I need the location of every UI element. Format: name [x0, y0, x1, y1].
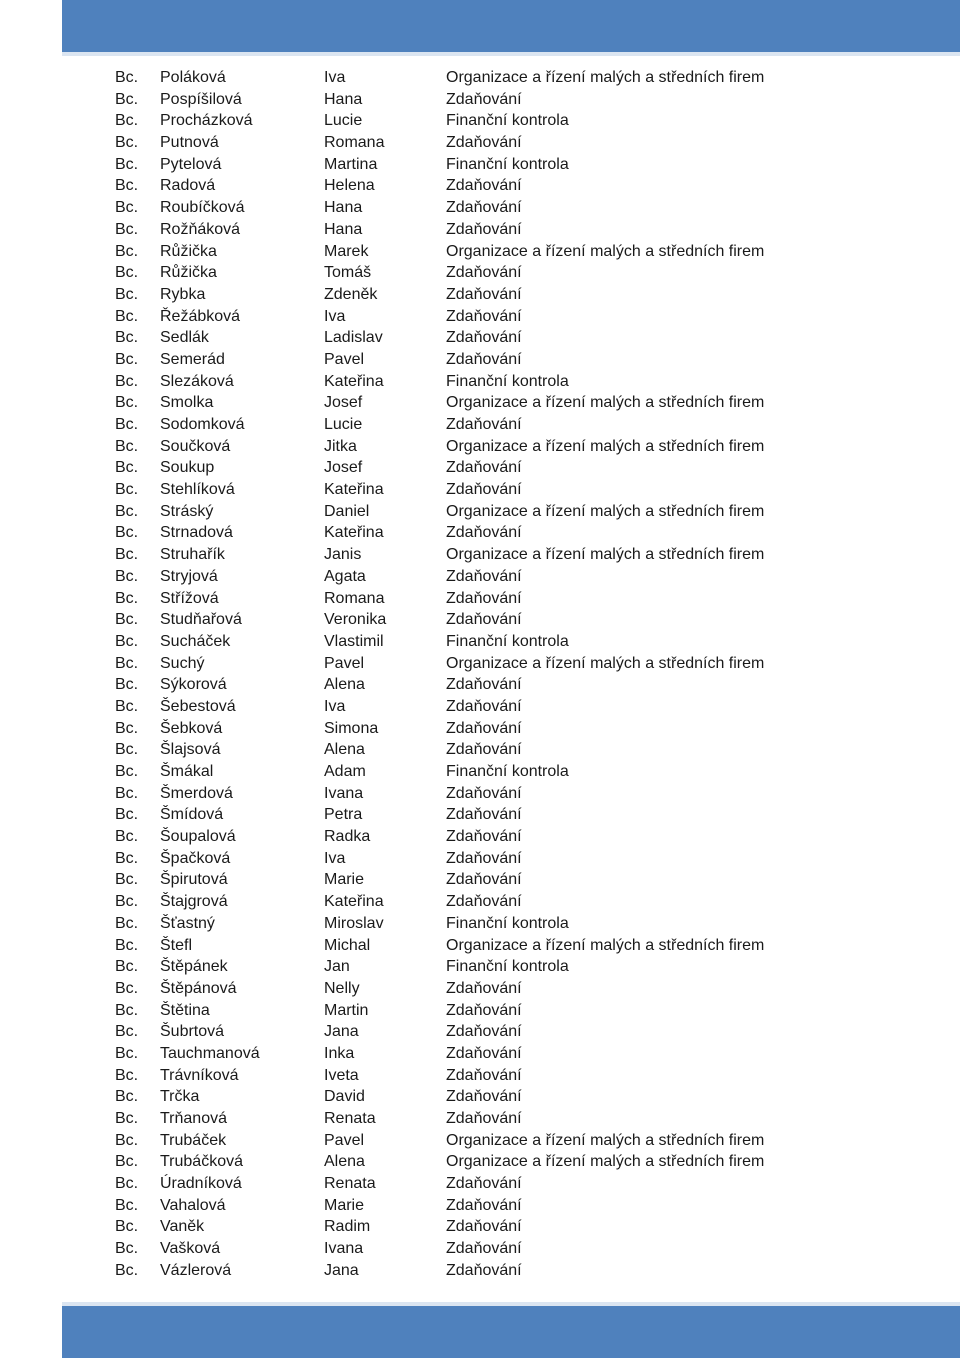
degree-title: Bc. [115, 524, 139, 542]
surname: Rožňáková [160, 220, 241, 238]
list-item [0, 826, 960, 848]
degree-title: Bc. [115, 1218, 139, 1236]
study-field: Zdaňování [446, 199, 522, 217]
surname: Šlajsová [160, 741, 221, 759]
list-item [0, 132, 960, 154]
surname: Semerád [160, 350, 225, 368]
header-band [62, 0, 960, 52]
list-item [0, 1173, 960, 1195]
degree-title: Bc. [115, 372, 139, 390]
given-name: Marie [324, 1196, 365, 1214]
surname: Soukup [160, 459, 215, 477]
study-field: Zdaňování [446, 1001, 522, 1019]
study-field: Zdaňování [446, 828, 522, 846]
list-item [0, 414, 960, 436]
surname: Růžička [160, 242, 217, 260]
degree-title: Bc. [115, 632, 139, 650]
study-field: Organizace a řízení malých a středních firem [446, 1153, 765, 1171]
list-item [0, 89, 960, 111]
surname: Špirutová [160, 871, 228, 889]
study-field: Zdaňování [446, 481, 522, 499]
list-item [0, 371, 960, 393]
list-item [0, 609, 960, 631]
graduate-list [0, 67, 960, 1282]
surname: Stryjová [160, 567, 218, 585]
list-item [0, 804, 960, 826]
list-item [0, 696, 960, 718]
degree-title: Bc. [115, 1023, 139, 1041]
given-name: David [324, 1088, 365, 1106]
surname: Trubáčková [160, 1153, 243, 1171]
degree-title: Bc. [115, 329, 139, 347]
given-name: Pavel [324, 350, 365, 368]
surname: Roubíčková [160, 199, 245, 217]
surname: Procházková [160, 112, 253, 130]
study-field: Zdaňování [446, 416, 522, 433]
degree-title: Bc. [115, 697, 139, 715]
list-item [0, 349, 960, 371]
surname: Střížová [160, 589, 219, 607]
given-name: Inka [324, 1044, 355, 1062]
degree-title: Bc. [115, 741, 139, 759]
given-name: Pavel [324, 1131, 365, 1149]
surname: Stehlíková [160, 481, 235, 499]
list-item [0, 306, 960, 328]
given-name: Ivana [324, 1240, 364, 1258]
degree-title: Bc. [115, 567, 139, 585]
given-name: Ladislav [324, 329, 383, 347]
degree-title: Bc. [115, 676, 139, 694]
given-name: Renata [324, 1175, 376, 1193]
degree-title: Bc. [115, 242, 139, 260]
surname: Šmerdová [160, 784, 233, 802]
study-field: Zdaňování [446, 611, 522, 629]
degree-title: Bc. [115, 914, 139, 932]
list-item [0, 869, 960, 891]
study-field: Zdaňování [446, 329, 522, 347]
list-item [0, 956, 960, 978]
degree-title: Bc. [115, 1066, 139, 1084]
list-item [0, 154, 960, 176]
study-field: Zdaňování [446, 979, 522, 997]
study-field: Zdaňování [446, 264, 522, 282]
degree-title: Bc. [115, 806, 139, 824]
degree-title: Bc. [115, 69, 139, 86]
list-item [0, 392, 960, 414]
study-field: Finanční kontrola [446, 155, 569, 173]
study-field: Zdaňování [446, 524, 522, 542]
given-name: Helena [324, 177, 375, 195]
study-field: Zdaňování [446, 177, 522, 195]
surname: Trávníková [160, 1066, 239, 1084]
surname: Studňařová [160, 611, 242, 629]
list-item [0, 1260, 960, 1282]
surname: Sýkorová [160, 676, 227, 694]
degree-title: Bc. [115, 155, 139, 173]
study-field: Organizace a řízení malých a středních firem [446, 654, 765, 672]
degree-title: Bc. [115, 611, 139, 629]
study-field: Zdaňování [446, 1175, 522, 1193]
surname: Tauchmanová [160, 1044, 260, 1062]
surname: Trčka [160, 1088, 200, 1106]
surname: Pospíšilová [160, 90, 242, 108]
list-item [0, 783, 960, 805]
degree-title: Bc. [115, 264, 139, 282]
surname: Vahalová [160, 1196, 226, 1214]
list-item [0, 501, 960, 523]
surname: Poláková [160, 69, 226, 86]
degree-title: Bc. [115, 849, 139, 867]
study-field: Zdaňování [446, 741, 522, 759]
degree-title: Bc. [115, 112, 139, 130]
list-item [0, 262, 960, 284]
study-field: Zdaňování [446, 589, 522, 607]
given-name: Marie [324, 871, 365, 889]
degree-title: Bc. [115, 350, 139, 368]
list-item [0, 284, 960, 306]
given-name: Vlastimil [324, 632, 384, 650]
study-field: Finanční kontrola [446, 763, 569, 780]
degree-title: Bc. [115, 437, 139, 455]
study-field: Zdaňování [446, 893, 522, 911]
list-item [0, 197, 960, 219]
degree-title: Bc. [115, 177, 139, 195]
list-item [0, 110, 960, 132]
list-item [0, 848, 960, 870]
list-item [0, 479, 960, 501]
degree-title: Bc. [115, 199, 139, 217]
given-name: Radim [324, 1218, 371, 1236]
list-item [0, 913, 960, 935]
list-item [0, 1130, 960, 1152]
study-field: Zdaňování [446, 719, 522, 737]
degree-title: Bc. [115, 1110, 139, 1127]
given-name: Agata [324, 567, 366, 585]
study-field: Finanční kontrola [446, 632, 569, 650]
study-field: Finanční kontrola [446, 958, 569, 976]
given-name: Kateřina [324, 893, 384, 911]
degree-title: Bc. [115, 784, 139, 802]
degree-title: Bc. [115, 307, 139, 325]
given-name: Petra [324, 806, 363, 824]
given-name: Iva [324, 307, 346, 325]
degree-title: Bc. [115, 502, 139, 520]
given-name: Kateřina [324, 372, 384, 390]
surname: Sodomková [160, 416, 245, 433]
given-name: Hana [324, 199, 363, 217]
study-field: Zdaňování [446, 1044, 522, 1062]
given-name: Iva [324, 697, 346, 715]
given-name: Zdeněk [324, 285, 378, 303]
study-field: Zdaňování [446, 1261, 522, 1279]
study-field: Organizace a řízení malých a středních firem [446, 1131, 765, 1149]
list-item [0, 522, 960, 544]
surname: Součková [160, 437, 231, 455]
study-field: Zdaňování [446, 676, 522, 694]
given-name: Lucie [324, 416, 363, 433]
surname: Strnadová [160, 524, 233, 542]
degree-title: Bc. [115, 654, 139, 672]
surname: Řežábková [160, 307, 241, 325]
surname: Šmákal [160, 763, 214, 780]
list-item [0, 891, 960, 913]
surname: Vaněk [160, 1218, 205, 1236]
list-item [0, 1043, 960, 1065]
degree-title: Bc. [115, 979, 139, 997]
given-name: Martina [324, 155, 378, 173]
surname: Sedlák [160, 329, 209, 347]
study-field: Organizace a řízení malých a středních firem [446, 502, 765, 520]
degree-title: Bc. [115, 285, 139, 303]
study-field: Organizace a řízení malých a středních firem [446, 394, 765, 412]
study-field: Zdaňování [446, 134, 522, 152]
degree-title: Bc. [115, 1044, 139, 1062]
degree-title: Bc. [115, 1153, 139, 1171]
given-name: Iva [324, 69, 346, 86]
surname: Vašková [160, 1240, 221, 1258]
degree-title: Bc. [115, 828, 139, 846]
given-name: Alena [324, 741, 365, 759]
given-name: Kateřina [324, 481, 384, 499]
surname: Stráský [160, 502, 214, 520]
surname: Šťastný [160, 914, 215, 932]
list-item [0, 653, 960, 675]
study-field: Organizace a řízení malých a středních firem [446, 546, 765, 564]
study-field: Organizace a řízení malých a středních firem [446, 936, 765, 954]
study-field: Zdaňování [446, 1110, 522, 1127]
given-name: Radka [324, 828, 371, 846]
degree-title: Bc. [115, 546, 139, 564]
surname: Šoupalová [160, 828, 236, 846]
degree-title: Bc. [115, 1196, 139, 1214]
study-field: Organizace a řízení malých a středních firem [446, 242, 765, 260]
given-name: Nelly [324, 979, 360, 997]
list-item [0, 1021, 960, 1043]
given-name: Marek [324, 242, 369, 260]
list-item [0, 544, 960, 566]
surname: Úradníková [160, 1175, 242, 1193]
study-field: Zdaňování [446, 1088, 522, 1106]
surname: Slezáková [160, 372, 234, 390]
study-field: Zdaňování [446, 459, 522, 477]
list-item [0, 175, 960, 197]
given-name: Jan [324, 958, 350, 976]
given-name: Tomáš [324, 264, 372, 282]
given-name: Kateřina [324, 524, 384, 542]
given-name: Martin [324, 1001, 369, 1019]
surname: Sucháček [160, 632, 231, 650]
degree-title: Bc. [115, 134, 139, 152]
list-item [0, 674, 960, 696]
list-item [0, 1216, 960, 1238]
degree-title: Bc. [115, 394, 139, 412]
degree-title: Bc. [115, 1088, 139, 1106]
degree-title: Bc. [115, 1175, 139, 1193]
degree-title: Bc. [115, 871, 139, 889]
study-field: Zdaňování [446, 871, 522, 889]
study-field: Zdaňování [446, 567, 522, 585]
surname: Trubáček [160, 1131, 227, 1149]
given-name: Alena [324, 1153, 365, 1171]
surname: Šebestová [160, 697, 236, 715]
given-name: Romana [324, 134, 385, 152]
list-item [0, 718, 960, 740]
given-name: Josef [324, 459, 363, 477]
given-name: Janis [324, 546, 362, 564]
given-name: Daniel [324, 502, 370, 520]
study-field: Zdaňování [446, 220, 522, 238]
given-name: Josef [324, 394, 363, 412]
study-field: Zdaňování [446, 1023, 522, 1041]
surname: Putnová [160, 134, 219, 152]
given-name: Iva [324, 849, 346, 867]
degree-title: Bc. [115, 589, 139, 607]
study-field: Organizace a řízení malých a středních firem [446, 69, 765, 86]
list-item [0, 1065, 960, 1087]
surname: Štětina [160, 1001, 210, 1019]
given-name: Adam [324, 763, 366, 780]
degree-title: Bc. [115, 936, 139, 954]
list-item [0, 219, 960, 241]
surname: Trňanová [160, 1110, 227, 1127]
surname: Radová [160, 177, 216, 195]
degree-title: Bc. [115, 416, 139, 433]
footer-band [62, 1306, 960, 1358]
list-item [0, 1151, 960, 1173]
list-item [0, 761, 960, 783]
list-item [0, 739, 960, 761]
surname: Suchý [160, 654, 205, 672]
study-field: Zdaňování [446, 849, 522, 867]
given-name: Romana [324, 589, 385, 607]
study-field: Zdaňování [446, 784, 522, 802]
given-name: Veronika [324, 611, 387, 629]
list-item [0, 1108, 960, 1130]
study-field: Zdaňování [446, 90, 522, 108]
surname: Štěpánek [160, 958, 228, 976]
list-item [0, 67, 960, 89]
given-name: Miroslav [324, 914, 384, 932]
surname: Štefl [160, 936, 193, 954]
list-item [0, 1086, 960, 1108]
given-name: Simona [324, 719, 379, 737]
study-field: Zdaňování [446, 1240, 522, 1258]
surname: Špačková [160, 849, 231, 867]
study-field: Finanční kontrola [446, 914, 569, 932]
study-field: Organizace a řízení malých a středních firem [446, 437, 765, 455]
surname: Pytelová [160, 155, 222, 173]
study-field: Zdaňování [446, 697, 522, 715]
degree-title: Bc. [115, 763, 139, 780]
degree-title: Bc. [115, 1001, 139, 1019]
list-item [0, 436, 960, 458]
list-item [0, 1238, 960, 1260]
surname: Šubrtová [160, 1023, 225, 1041]
surname: Růžička [160, 264, 217, 282]
given-name: Ivana [324, 784, 364, 802]
given-name: Lucie [324, 112, 363, 130]
list-item [0, 1195, 960, 1217]
given-name: Hana [324, 220, 363, 238]
list-item [0, 631, 960, 653]
study-field: Zdaňování [446, 1066, 522, 1084]
study-field: Finanční kontrola [446, 372, 569, 390]
surname: Štajgrová [160, 893, 228, 911]
study-field: Zdaňování [446, 350, 522, 368]
study-field: Zdaňování [446, 806, 522, 824]
given-name: Renata [324, 1110, 376, 1127]
degree-title: Bc. [115, 1131, 139, 1149]
surname: Vázlerová [160, 1261, 232, 1279]
degree-title: Bc. [115, 459, 139, 477]
surname: Šmídová [160, 806, 224, 824]
surname: Šebková [160, 719, 223, 737]
surname: Struhařík [160, 546, 225, 564]
degree-title: Bc. [115, 481, 139, 499]
degree-title: Bc. [115, 958, 139, 976]
study-field: Zdaňování [446, 285, 522, 303]
surname: Rybka [160, 285, 206, 303]
study-field: Zdaňování [446, 307, 522, 325]
list-item [0, 588, 960, 610]
degree-title: Bc. [115, 1240, 139, 1258]
list-item [0, 978, 960, 1000]
given-name: Pavel [324, 654, 365, 672]
degree-title: Bc. [115, 90, 139, 108]
given-name: Hana [324, 90, 363, 108]
study-field: Finanční kontrola [446, 112, 569, 130]
given-name: Jana [324, 1261, 359, 1279]
list-item [0, 241, 960, 263]
given-name: Jitka [324, 437, 357, 455]
degree-title: Bc. [115, 1261, 139, 1279]
study-field: Zdaňování [446, 1196, 522, 1214]
surname: Štěpánová [160, 979, 237, 997]
list-item [0, 566, 960, 588]
given-name: Jana [324, 1023, 359, 1041]
degree-title: Bc. [115, 893, 139, 911]
list-item [0, 1000, 960, 1022]
degree-title: Bc. [115, 719, 139, 737]
given-name: Michal [324, 936, 371, 954]
given-name: Alena [324, 676, 365, 694]
list-item [0, 935, 960, 957]
degree-title: Bc. [115, 220, 139, 238]
list-item [0, 457, 960, 479]
surname: Smolka [160, 394, 214, 412]
study-field: Zdaňování [446, 1218, 522, 1236]
list-item [0, 327, 960, 349]
given-name: Iveta [324, 1066, 359, 1084]
